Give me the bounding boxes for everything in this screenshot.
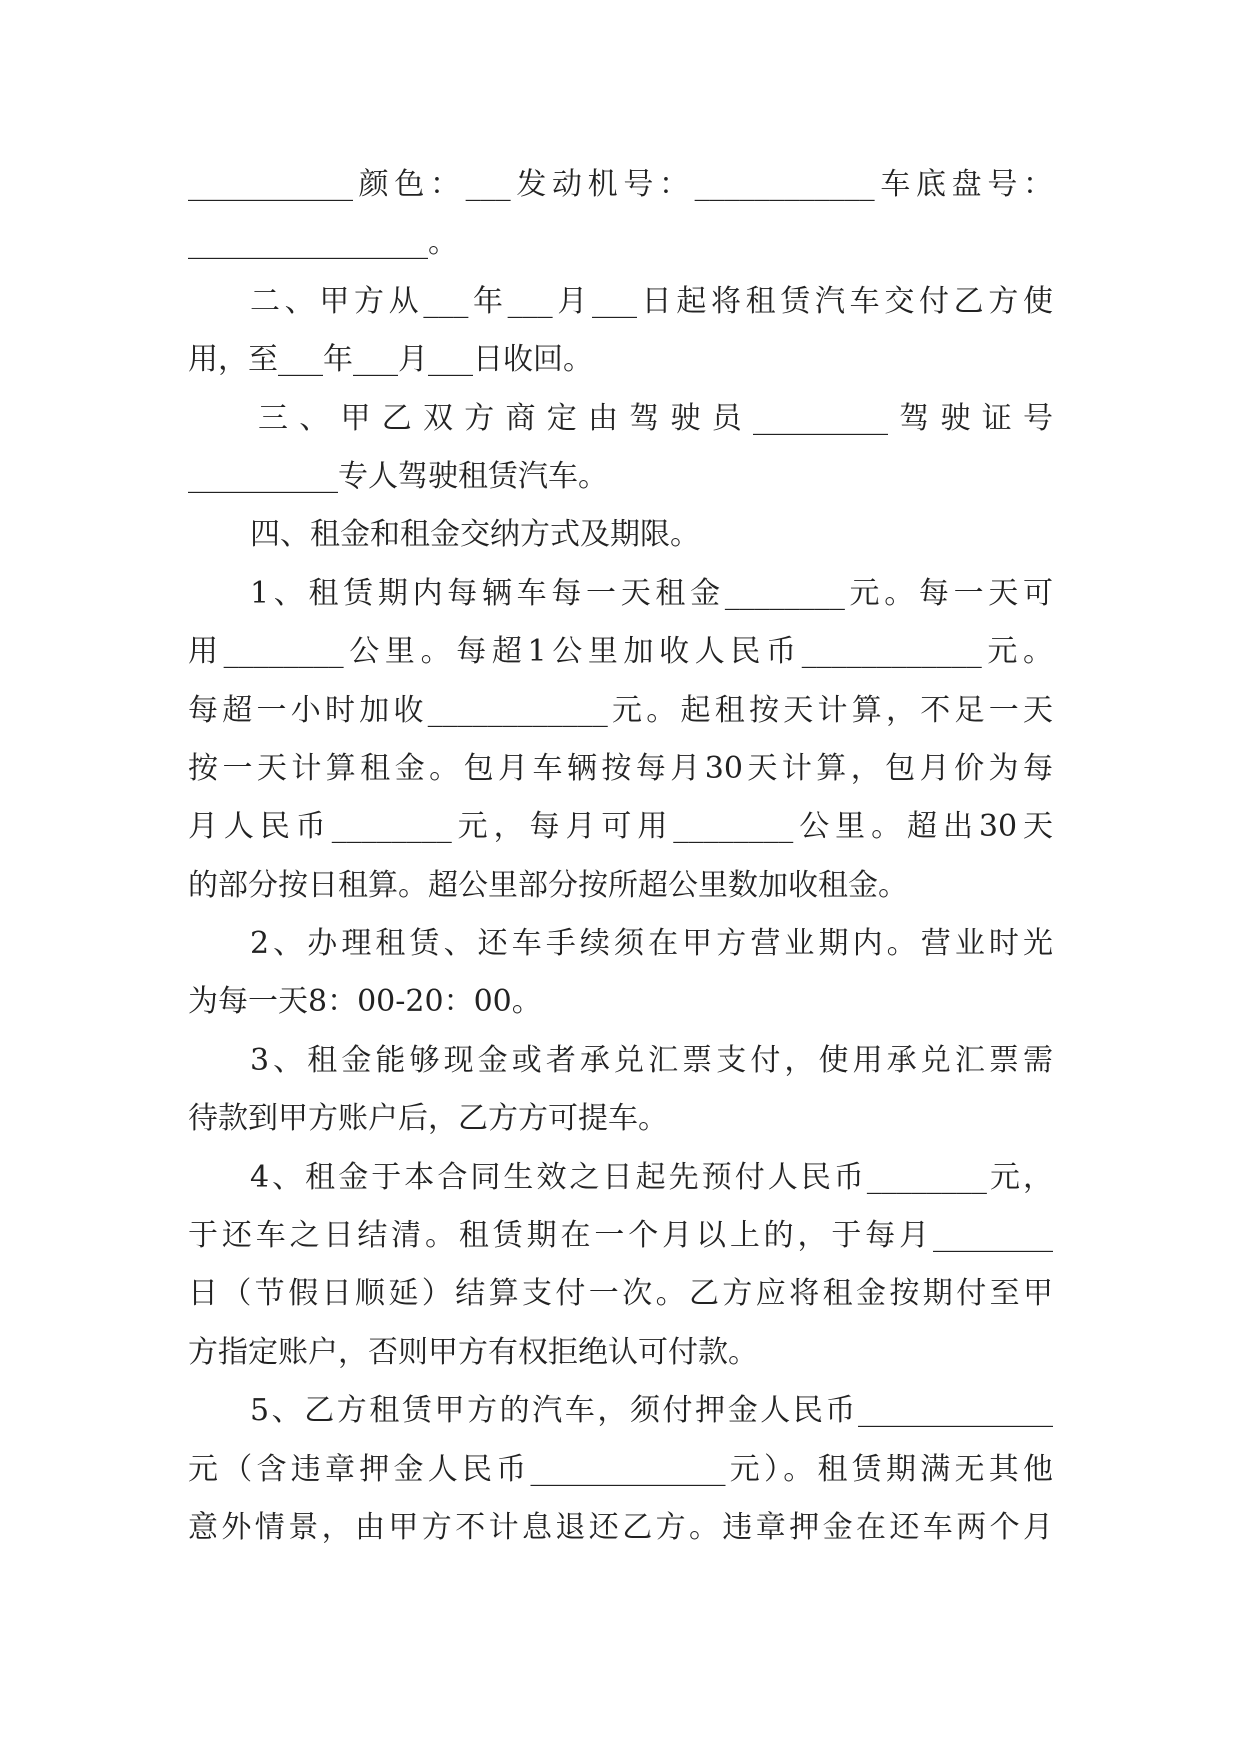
contract-text <box>188 156 1053 1557</box>
item-5-line: 5、乙方租赁甲方的汽车，须付押金人民币_____________ <box>250 1393 1053 1429</box>
text-line: 用________公里。每超1公里加收人民币____________元。 <box>188 634 1053 670</box>
text-line: 意外情景，由甲方不计息退还乙方。违章押金在还车两个月 <box>188 1509 1053 1545</box>
text-line: __________专人驾驶租赁汽车。 <box>188 458 608 494</box>
text-line: 的部分按日租算。超公里部分按所超公里数加收租金。 <box>188 867 908 903</box>
item-2-line: 2、办理租赁、还车手续须在甲方营业期内。营业时光 <box>250 926 1053 962</box>
text-line: 按一天计算租金。包月车辆按每月30天计算，包月价为每 <box>188 750 1053 786</box>
clause-2-line: 二、甲方从___年___月___日起将租赁汽车交付乙方使 <box>250 283 1053 319</box>
text-line: 待款到甲方账户后，乙方方可提车。 <box>188 1101 668 1137</box>
text-line: 元（含违章押金人民币_____________元）。租赁期满无其他 <box>188 1451 1053 1487</box>
text-line: ________________。 <box>188 225 458 261</box>
text-line: ___________颜色：___发动机号：____________车底盘号： <box>188 167 1053 202</box>
item-3-line: 3、租金能够现金或者承兑汇票支付，使用承兑汇票需 <box>250 1042 1053 1078</box>
text-line: 每超一小时加收____________元。起租按天计算，不足一天 <box>188 692 1053 728</box>
text-line: 于还车之日结清。租赁期在一个月以上的，于每月________ <box>188 1218 1053 1254</box>
text-line: 日（节假日顺延）结算支付一次。乙方应将租金按期付至甲 <box>188 1276 1053 1312</box>
clause-4-heading: 四、租金和租金交纳方式及期限。 <box>250 517 700 553</box>
text-line: 为每一天8：00-20：00。 <box>188 984 542 1020</box>
item-1-line: 1、租赁期内每辆车每一天租金________元。每一天可 <box>250 575 1053 611</box>
item-4-line: 4、租金于本合同生效之日起先预付人民币________元， <box>250 1159 1053 1195</box>
text-line: 用，至___年___月___日收回。 <box>188 342 593 378</box>
clause-3-line: 三、甲乙双方商定由驾驶员_________驾驶证号 <box>258 400 1053 436</box>
text-line: 月人民币________元，每月可用________公里。超出30天 <box>188 809 1053 845</box>
text-line: 方指定账户，否则甲方有权拒绝认可付款。 <box>188 1334 758 1370</box>
